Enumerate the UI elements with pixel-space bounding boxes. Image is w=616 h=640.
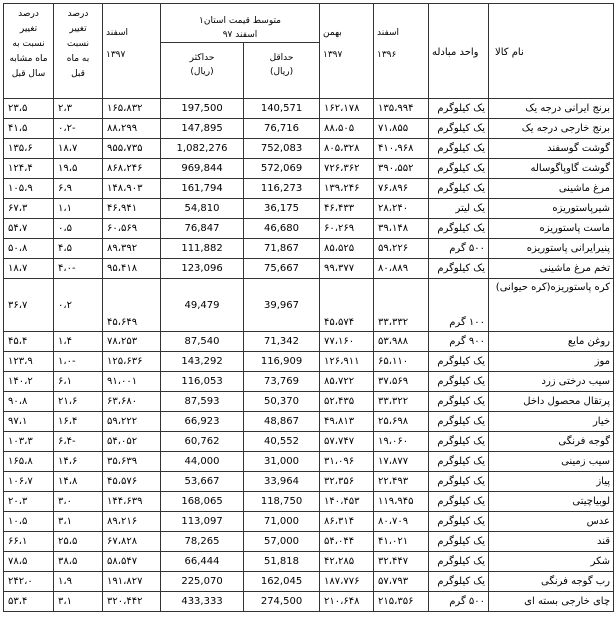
cell-max-price: 66,444 bbox=[161, 552, 244, 572]
cell-bahman-1397: ۴۹،۸۱۳ bbox=[320, 412, 374, 432]
header-max-price: حداکثر (ریال) bbox=[161, 43, 244, 99]
cell-max-price: 433,333 bbox=[161, 592, 244, 612]
cell-min-price: 33,964 bbox=[244, 472, 320, 492]
cell-pct-change-year: ۴۱،۵ bbox=[4, 119, 54, 139]
table-row bbox=[4, 412, 614, 432]
cell-esfand-1397: ۸۹،۳۹۲ bbox=[103, 239, 161, 259]
cell-unit: یک کیلوگرم bbox=[429, 352, 489, 372]
cell-min-price: 76,716 bbox=[244, 119, 320, 139]
table-row bbox=[4, 179, 614, 199]
cell-item-name: تخم مرغ ماشینی bbox=[489, 259, 614, 279]
cell-esfand-1396: ۲۲،۴۹۳ bbox=[374, 472, 429, 492]
cell-min-price: 274,500 bbox=[244, 592, 320, 612]
table-row bbox=[4, 532, 614, 552]
cell-max-price: 116,053 bbox=[161, 372, 244, 392]
cell-esfand-1397: ۵۸،۵۴۷ bbox=[103, 552, 161, 572]
cell-max-price: 111,882 bbox=[161, 239, 244, 259]
cell-pct-change-year: ۱۶۵،۸ bbox=[4, 452, 54, 472]
cell-pct-change-year: ۱۰۵،۹ bbox=[4, 179, 54, 199]
cell-esfand-1396: ۳۹،۱۴۸ bbox=[374, 219, 429, 239]
header-min-price: حداقل (ریال) bbox=[244, 43, 320, 99]
cell-pct-change-year: ۱۴۰،۲ bbox=[4, 372, 54, 392]
cell-bahman-1397: ۱۶۲،۱۷۸ bbox=[320, 99, 374, 119]
table-row bbox=[4, 199, 614, 219]
header-esfand-1396: اسفند ۱۳۹۶ bbox=[374, 4, 429, 99]
cell-min-price: 140,571 bbox=[244, 99, 320, 119]
cell-max-price: 143,292 bbox=[161, 352, 244, 372]
cell-item-name: رب گوجه فرنگی bbox=[489, 572, 614, 592]
cell-pct-change-year: ۹۰،۸ bbox=[4, 392, 54, 412]
cell-bahman-1397: ۶۰،۲۶۹ bbox=[320, 219, 374, 239]
cell-pct-change-year: ۱۰۶،۷ bbox=[4, 472, 54, 492]
cell-pct-change-month: -۰،۲ bbox=[54, 119, 103, 139]
cell-bahman-1397: ۴۶،۴۳۳ bbox=[320, 199, 374, 219]
cell-esfand-1397: ۸۸،۲۹۹ bbox=[103, 119, 161, 139]
cell-pct-change-year: ۵۳،۴ bbox=[4, 592, 54, 612]
cell-pct-change-year: ۳۶،۷ bbox=[4, 279, 54, 332]
cell-pct-change-month: ۶،۱ bbox=[54, 372, 103, 392]
cell-bahman-1397: ۷۲۶،۳۶۲ bbox=[320, 159, 374, 179]
cell-pct-change-month: ۱۴،۸ bbox=[54, 472, 103, 492]
cell-esfand-1396: ۲۸،۲۴۰ bbox=[374, 199, 429, 219]
cell-esfand-1396: ۳۳،۳۳۲ bbox=[374, 279, 429, 332]
cell-item-name: شیرپاستوریزه bbox=[489, 199, 614, 219]
cell-esfand-1396: ۶۵،۱۱۰ bbox=[374, 352, 429, 372]
cell-esfand-1397: ۹۵۵،۷۳۵ bbox=[103, 139, 161, 159]
cell-bahman-1397: ۴۵،۵۷۴ bbox=[320, 279, 374, 332]
header-avg-price-group: متوسط قیمت استان۱ اسفند ۹۷ bbox=[161, 4, 320, 43]
cell-unit: یک کیلوگرم bbox=[429, 532, 489, 552]
cell-bahman-1397: ۵۷،۷۴۷ bbox=[320, 432, 374, 452]
cell-esfand-1397: ۳۲۰،۴۴۲ bbox=[103, 592, 161, 612]
table-row bbox=[4, 159, 614, 179]
cell-bahman-1397: ۴۲،۲۸۵ bbox=[320, 552, 374, 572]
table-row bbox=[4, 512, 614, 532]
cell-item-name: پنیرایرانی پاستوریزه bbox=[489, 239, 614, 259]
cell-esfand-1396: ۱۱۹،۹۴۵ bbox=[374, 492, 429, 512]
cell-pct-change-year: ۹۷،۱ bbox=[4, 412, 54, 432]
cell-min-price: 71,000 bbox=[244, 512, 320, 532]
cell-pct-change-year: ۵۴،۷ bbox=[4, 219, 54, 239]
header-unit: واحد مبادله bbox=[429, 4, 489, 99]
cell-min-price: 75,667 bbox=[244, 259, 320, 279]
cell-pct-change-year: ۱۰،۵ bbox=[4, 512, 54, 532]
cell-esfand-1397: ۹۱،۰۰۱ bbox=[103, 372, 161, 392]
cell-min-price: 57,000 bbox=[244, 532, 320, 552]
cell-pct-change-month: ۳،۰ bbox=[54, 492, 103, 512]
cell-unit: ۱۰۰ گرم bbox=[429, 279, 489, 332]
cell-bahman-1397: ۸۵،۵۲۵ bbox=[320, 239, 374, 259]
cell-esfand-1397: ۷۸،۲۵۳ bbox=[103, 332, 161, 352]
cell-max-price: 87,593 bbox=[161, 392, 244, 412]
cell-unit: یک کیلوگرم bbox=[429, 119, 489, 139]
cell-unit: یک کیلوگرم bbox=[429, 432, 489, 452]
table-row bbox=[4, 99, 614, 119]
cell-max-price: 44,000 bbox=[161, 452, 244, 472]
cell-pct-change-year: ۴۵،۴ bbox=[4, 332, 54, 352]
cell-pct-change-month: -۱،۰ bbox=[54, 352, 103, 372]
cell-max-price: 54,810 bbox=[161, 199, 244, 219]
cell-unit: یک کیلوگرم bbox=[429, 259, 489, 279]
cell-bahman-1397: ۱۴۰،۴۵۳ bbox=[320, 492, 374, 512]
table-row bbox=[4, 572, 614, 592]
cell-esfand-1397: ۴۵،۵۷۶ bbox=[103, 472, 161, 492]
cell-unit: ۵۰۰ گرم bbox=[429, 592, 489, 612]
cell-max-price: 225,070 bbox=[161, 572, 244, 592]
cell-unit: یک کیلوگرم bbox=[429, 99, 489, 119]
cell-item-name: سیب زمینی bbox=[489, 452, 614, 472]
cell-pct-change-year: ۷۸،۵ bbox=[4, 552, 54, 572]
cell-unit: یک کیلوگرم bbox=[429, 452, 489, 472]
cell-pct-change-year: ۲۳،۵ bbox=[4, 99, 54, 119]
table-row bbox=[4, 279, 614, 332]
cell-item-name: پیاز bbox=[489, 472, 614, 492]
cell-esfand-1396: ۱۷،۸۷۷ bbox=[374, 452, 429, 472]
cell-pct-change-month: ۱۸،۷ bbox=[54, 139, 103, 159]
cell-item-name: قند bbox=[489, 532, 614, 552]
table-row bbox=[4, 472, 614, 492]
cell-pct-change-year: ۶۶،۱ bbox=[4, 532, 54, 552]
cell-min-price: 50,370 bbox=[244, 392, 320, 412]
cell-pct-change-year: ۲۰،۳ bbox=[4, 492, 54, 512]
cell-esfand-1396: ۸۰،۷۰۹ bbox=[374, 512, 429, 532]
cell-bahman-1397: ۷۷،۱۶۰ bbox=[320, 332, 374, 352]
table-row bbox=[4, 139, 614, 159]
cell-pct-change-month: -۴،۰ bbox=[54, 259, 103, 279]
price-table-container bbox=[3, 3, 613, 637]
cell-item-name: کره پاستوریزه(کره حیوانی) bbox=[489, 279, 614, 332]
cell-pct-change-year: ۵۰،۸ bbox=[4, 239, 54, 259]
cell-min-price: 71,867 bbox=[244, 239, 320, 259]
cell-pct-change-year: ۱۲۴،۴ bbox=[4, 159, 54, 179]
cell-unit: یک کیلوگرم bbox=[429, 139, 489, 159]
cell-max-price: 113,097 bbox=[161, 512, 244, 532]
cell-bahman-1397: ۲۱۰،۶۴۸ bbox=[320, 592, 374, 612]
cell-item-name: عدس bbox=[489, 512, 614, 532]
cell-esfand-1397: ۴۵،۶۴۹ bbox=[103, 279, 161, 332]
cell-max-price: 123,096 bbox=[161, 259, 244, 279]
cell-esfand-1396: ۴۱،۰۲۱ bbox=[374, 532, 429, 552]
cell-bahman-1397: ۸۶،۳۱۴ bbox=[320, 512, 374, 532]
cell-unit: ۹۰۰ گرم bbox=[429, 332, 489, 352]
cell-min-price: 116,273 bbox=[244, 179, 320, 199]
cell-bahman-1397: ۱۸۷،۷۷۶ bbox=[320, 572, 374, 592]
cell-esfand-1396: ۵۷،۷۹۳ bbox=[374, 572, 429, 592]
cell-min-price: 48,867 bbox=[244, 412, 320, 432]
cell-bahman-1397: ۸۵،۷۲۲ bbox=[320, 372, 374, 392]
cell-bahman-1397: ۸۰۵،۳۲۸ bbox=[320, 139, 374, 159]
cell-unit: یک کیلوگرم bbox=[429, 159, 489, 179]
cell-esfand-1397: ۱۶۵،۸۳۲ bbox=[103, 99, 161, 119]
cell-pct-change-year: ۶۷،۳ bbox=[4, 199, 54, 219]
cell-max-price: 168,065 bbox=[161, 492, 244, 512]
cell-item-name: موز bbox=[489, 352, 614, 372]
price-table bbox=[3, 3, 614, 612]
cell-esfand-1397: ۱۴۸،۹۰۳ bbox=[103, 179, 161, 199]
cell-pct-change-month: -۶،۴ bbox=[54, 432, 103, 452]
table-row bbox=[4, 552, 614, 572]
cell-pct-change-month: ۱۹،۵ bbox=[54, 159, 103, 179]
cell-pct-change-year: ۱۲۳،۹ bbox=[4, 352, 54, 372]
cell-esfand-1396: ۲۱۵،۳۵۶ bbox=[374, 592, 429, 612]
cell-unit: یک کیلوگرم bbox=[429, 179, 489, 199]
cell-min-price: 46,680 bbox=[244, 219, 320, 239]
header-item-name: نام کالا bbox=[489, 4, 614, 99]
cell-pct-change-year: ۱۸،۷ bbox=[4, 259, 54, 279]
cell-unit: یک کیلوگرم bbox=[429, 512, 489, 532]
cell-unit: یک کیلوگرم bbox=[429, 372, 489, 392]
cell-esfand-1397: ۴۶،۹۴۱ bbox=[103, 199, 161, 219]
cell-pct-change-month: ۲،۳ bbox=[54, 99, 103, 119]
cell-item-name: مرغ ماشینی bbox=[489, 179, 614, 199]
cell-item-name: پرتقال محصول داخل bbox=[489, 392, 614, 412]
cell-pct-change-month: ۱۶،۴ bbox=[54, 412, 103, 432]
cell-min-price: 118,750 bbox=[244, 492, 320, 512]
cell-max-price: 969,844 bbox=[161, 159, 244, 179]
cell-min-price: 51,818 bbox=[244, 552, 320, 572]
cell-bahman-1397: ۵۴،۰۴۴ bbox=[320, 532, 374, 552]
cell-esfand-1396: ۱۳۵،۹۹۴ bbox=[374, 99, 429, 119]
cell-max-price: 66,923 bbox=[161, 412, 244, 432]
cell-item-name: برنج خارجی درجه یک bbox=[489, 119, 614, 139]
cell-esfand-1396: ۵۹،۲۲۶ bbox=[374, 239, 429, 259]
cell-esfand-1397: ۱۲۵،۶۳۶ bbox=[103, 352, 161, 372]
cell-unit: یک کیلوگرم bbox=[429, 472, 489, 492]
cell-pct-change-month: ۴،۵ bbox=[54, 239, 103, 259]
cell-pct-change-year: ۱۳۵،۶ bbox=[4, 139, 54, 159]
cell-min-price: 752,083 bbox=[244, 139, 320, 159]
cell-min-price: 116,909 bbox=[244, 352, 320, 372]
cell-max-price: 49,479 bbox=[161, 279, 244, 332]
cell-esfand-1397: ۱۴۴،۶۳۹ bbox=[103, 492, 161, 512]
cell-pct-change-month: ۱،۴ bbox=[54, 332, 103, 352]
cell-max-price: 147,895 bbox=[161, 119, 244, 139]
cell-esfand-1397: ۳۵،۶۳۹ bbox=[103, 452, 161, 472]
cell-esfand-1396: ۵۳،۹۸۸ bbox=[374, 332, 429, 352]
cell-item-name: چای خارجی بسته ای bbox=[489, 592, 614, 612]
cell-pct-change-year: ۱۰۳،۳ bbox=[4, 432, 54, 452]
cell-esfand-1396: ۱۹،۰۶۰ bbox=[374, 432, 429, 452]
table-row bbox=[4, 259, 614, 279]
cell-pct-change-month: ۲۵،۵ bbox=[54, 532, 103, 552]
cell-min-price: 71,342 bbox=[244, 332, 320, 352]
cell-item-name: شکر bbox=[489, 552, 614, 572]
cell-esfand-1396: ۴۱۰،۹۶۸ bbox=[374, 139, 429, 159]
cell-esfand-1397: ۶۳،۶۸۰ bbox=[103, 392, 161, 412]
cell-pct-change-month: ۰،۵ bbox=[54, 219, 103, 239]
cell-pct-change-month: ۳۸،۵ bbox=[54, 552, 103, 572]
cell-pct-change-month: ۱،۱ bbox=[54, 199, 103, 219]
cell-esfand-1397: ۱۹۱،۸۲۷ bbox=[103, 572, 161, 592]
table-row bbox=[4, 239, 614, 259]
cell-pct-change-month: ۱۴،۶ bbox=[54, 452, 103, 472]
cell-min-price: 40,552 bbox=[244, 432, 320, 452]
table-row bbox=[4, 392, 614, 412]
cell-bahman-1397: ۸۸،۵۰۵ bbox=[320, 119, 374, 139]
cell-max-price: 161,794 bbox=[161, 179, 244, 199]
cell-bahman-1397: ۹۹،۳۷۷ bbox=[320, 259, 374, 279]
cell-bahman-1397: ۵۲،۴۳۵ bbox=[320, 392, 374, 412]
cell-esfand-1397: ۶۰،۵۶۹ bbox=[103, 219, 161, 239]
cell-unit: یک کیلوگرم bbox=[429, 492, 489, 512]
cell-item-name: روغن مایع bbox=[489, 332, 614, 352]
cell-item-name: گوشت گاوپاگوساله bbox=[489, 159, 614, 179]
table-row bbox=[4, 119, 614, 139]
cell-min-price: 39,967 bbox=[244, 279, 320, 332]
cell-max-price: 78,265 bbox=[161, 532, 244, 552]
cell-unit: یک کیلوگرم bbox=[429, 219, 489, 239]
cell-esfand-1397: ۵۹،۲۲۲ bbox=[103, 412, 161, 432]
cell-unit: یک کیلوگرم bbox=[429, 552, 489, 572]
header-pct-change-year: درصد تغییر نسبت به ماه مشابه سال قبل bbox=[4, 4, 54, 99]
cell-item-name: خیار bbox=[489, 412, 614, 432]
table-row bbox=[4, 452, 614, 472]
cell-esfand-1397: ۸۹،۲۱۶ bbox=[103, 512, 161, 532]
cell-esfand-1397: ۸۶۸،۲۴۶ bbox=[103, 159, 161, 179]
cell-bahman-1397: ۳۲،۳۵۶ bbox=[320, 472, 374, 492]
cell-item-name: سیب درختی زرد bbox=[489, 372, 614, 392]
header-bahman-1397: بهمن ۱۳۹۷ bbox=[320, 4, 374, 99]
cell-item-name: برنج ایرانی درجه یک bbox=[489, 99, 614, 119]
cell-max-price: 87,540 bbox=[161, 332, 244, 352]
cell-max-price: 1,082,276 bbox=[161, 139, 244, 159]
cell-min-price: 73,769 bbox=[244, 372, 320, 392]
cell-pct-change-month: ۲۱،۶ bbox=[54, 392, 103, 412]
table-row bbox=[4, 592, 614, 612]
cell-pct-change-month: ۳،۱ bbox=[54, 592, 103, 612]
cell-pct-change-month: ۱،۹ bbox=[54, 572, 103, 592]
cell-min-price: 572,069 bbox=[244, 159, 320, 179]
cell-esfand-1396: ۷۶،۸۹۶ bbox=[374, 179, 429, 199]
cell-pct-change-month: ۶،۹ bbox=[54, 179, 103, 199]
cell-pct-change-month: ۰،۲ bbox=[54, 279, 103, 332]
cell-unit: ۵۰۰ گرم bbox=[429, 239, 489, 259]
cell-pct-change-month: ۳،۱ bbox=[54, 512, 103, 532]
cell-bahman-1397: ۱۲۶،۹۱۱ bbox=[320, 352, 374, 372]
table-row bbox=[4, 432, 614, 452]
cell-item-name: گوشت گوسفند bbox=[489, 139, 614, 159]
cell-unit: یک کیلوگرم bbox=[429, 412, 489, 432]
cell-min-price: 31,000 bbox=[244, 452, 320, 472]
header-esfand-1397: اسفند ۱۳۹۷ bbox=[103, 4, 161, 99]
table-row bbox=[4, 219, 614, 239]
cell-bahman-1397: ۱۳۹،۲۴۶ bbox=[320, 179, 374, 199]
cell-esfand-1397: ۶۷،۸۲۸ bbox=[103, 532, 161, 552]
table-row bbox=[4, 352, 614, 372]
cell-esfand-1397: ۵۴،۰۵۲ bbox=[103, 432, 161, 452]
cell-esfand-1396: ۳۹۰،۵۵۲ bbox=[374, 159, 429, 179]
cell-esfand-1396: ۸۰،۸۸۹ bbox=[374, 259, 429, 279]
table-row bbox=[4, 332, 614, 352]
cell-max-price: 197,500 bbox=[161, 99, 244, 119]
cell-esfand-1397: ۹۵،۴۱۸ bbox=[103, 259, 161, 279]
cell-min-price: 162,045 bbox=[244, 572, 320, 592]
cell-unit: یک کیلوگرم bbox=[429, 392, 489, 412]
cell-max-price: 53,667 bbox=[161, 472, 244, 492]
cell-item-name: ماست پاستوریزه bbox=[489, 219, 614, 239]
cell-esfand-1396: ۳۳،۳۲۲ bbox=[374, 392, 429, 412]
cell-bahman-1397: ۳۱،۰۹۶ bbox=[320, 452, 374, 472]
cell-min-price: 36,175 bbox=[244, 199, 320, 219]
cell-esfand-1396: ۳۷،۵۶۹ bbox=[374, 372, 429, 392]
cell-unit: یک کیلوگرم bbox=[429, 572, 489, 592]
cell-unit: یک لیتر bbox=[429, 199, 489, 219]
cell-pct-change-year: ۲۴۲،۰ bbox=[4, 572, 54, 592]
cell-max-price: 60,762 bbox=[161, 432, 244, 452]
cell-esfand-1396: ۲۵،۶۹۸ bbox=[374, 412, 429, 432]
table-row bbox=[4, 492, 614, 512]
table-row bbox=[4, 372, 614, 392]
cell-item-name: لوبیاچیتی bbox=[489, 492, 614, 512]
cell-item-name: گوجه فرنگی bbox=[489, 432, 614, 452]
cell-esfand-1396: ۳۲،۴۴۷ bbox=[374, 552, 429, 572]
cell-esfand-1396: ۷۱،۸۵۵ bbox=[374, 119, 429, 139]
cell-max-price: 76,847 bbox=[161, 219, 244, 239]
header-pct-change-month: درصد تغییر نسبت به ماه قبل bbox=[54, 4, 103, 99]
